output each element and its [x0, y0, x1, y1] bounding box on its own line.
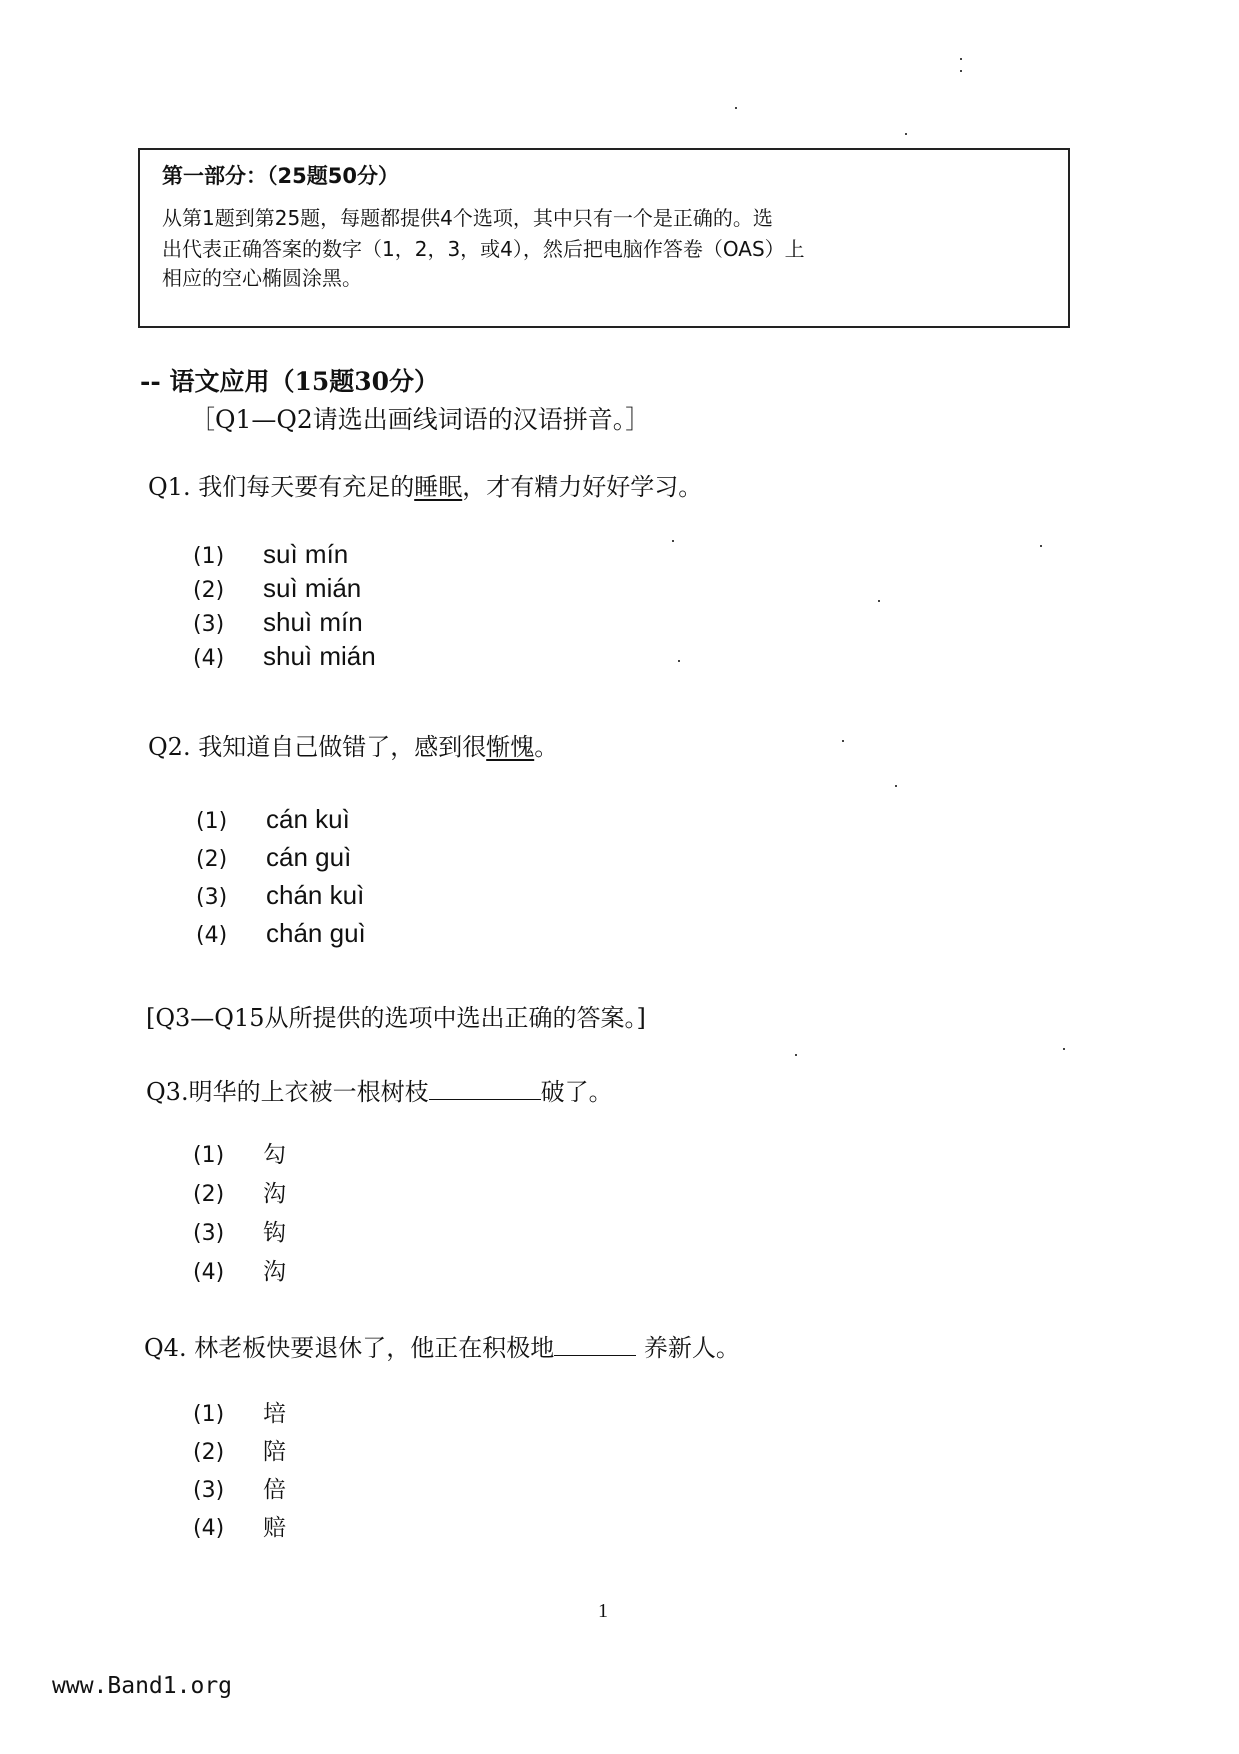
question-3-suffix: 破了。: [540, 1078, 613, 1106]
scan-speck: [795, 1054, 797, 1056]
option-text: 钩: [263, 1220, 286, 1246]
scan-speck: [1040, 545, 1042, 547]
option-text: chán kuì: [266, 880, 365, 910]
section-note-q3-q15: [Q3—Q15从所提供的选项中选出正确的答案。]: [146, 1004, 646, 1032]
question-2-suffix: 。: [534, 733, 559, 761]
question-2-prefix: Q2. 我知道自己做错了，感到很: [148, 733, 487, 761]
scan-speck: [672, 540, 674, 542]
scan-speck: [842, 740, 844, 742]
question-2-option-1[interactable]: [196, 804, 350, 835]
question-4: [144, 1328, 740, 1363]
site-footer: www.Band1.org: [52, 1673, 233, 1699]
option-number: (2): [193, 578, 225, 603]
option-text: 赔: [263, 1515, 286, 1541]
scan-speck: [735, 107, 737, 109]
section-note-q1-q2: ［Q1—Q2请选出画线词语的汉语拼音。］: [190, 405, 651, 434]
option-number: (3): [196, 885, 228, 910]
option-text: 勾: [263, 1142, 286, 1168]
question-2-underlined-word: 惭愧: [486, 733, 535, 761]
question-4-blank: [554, 1354, 636, 1356]
option-text: 沟: [263, 1259, 286, 1285]
instructions-line-2: 出代表正确答案的数字（1，2，3，或4），然后把电脑作答卷（OAS）上: [162, 237, 805, 261]
option-text: suì mián: [263, 573, 362, 603]
scan-speck: [895, 785, 897, 787]
question-2-option-3[interactable]: [196, 880, 364, 911]
option-number: (2): [193, 1182, 225, 1207]
question-4-prefix: Q4. 林老板快要退休了，他正在积极地: [144, 1334, 555, 1362]
question-2-option-2[interactable]: [196, 842, 351, 873]
option-number: (4): [193, 1516, 225, 1541]
instructions-line-1: 从第1题到第25题，每题都提供4个选项，其中只有一个是正确的。选: [162, 206, 773, 230]
option-number: (1): [193, 544, 225, 569]
question-1-option-2[interactable]: [193, 573, 361, 604]
question-4-option-2[interactable]: [193, 1433, 286, 1466]
instructions-header: 第一部分：（25题50分）: [162, 164, 399, 188]
question-1-option-4[interactable]: [193, 641, 376, 672]
scan-speck: [678, 660, 680, 662]
scan-speck: [905, 133, 907, 135]
question-3-option-3[interactable]: [193, 1214, 286, 1247]
question-4-option-4[interactable]: [193, 1509, 286, 1542]
option-text: 陪: [263, 1439, 286, 1465]
option-number: (1): [193, 1143, 225, 1168]
question-1-suffix: ，才有精力好好学习。: [462, 473, 703, 501]
option-text: 倍: [263, 1477, 286, 1503]
question-1-underlined-word: 睡眠: [414, 473, 463, 501]
option-number: (2): [193, 1440, 225, 1465]
scan-speck: [960, 70, 962, 72]
scan-speck: [878, 600, 880, 602]
option-text: shuì mián: [263, 641, 376, 671]
option-number: (3): [193, 1478, 225, 1503]
question-3-option-1[interactable]: [193, 1136, 286, 1169]
question-3-option-2[interactable]: [193, 1175, 286, 1208]
option-number: (1): [196, 809, 228, 834]
question-3-prefix: Q3.明华的上衣被一根树枝: [146, 1078, 429, 1106]
option-number: (3): [193, 1221, 225, 1246]
option-text: cán guì: [266, 842, 352, 872]
section-title: -- 语文应用（15题30分）: [140, 367, 440, 396]
question-4-option-1[interactable]: [193, 1395, 286, 1428]
question-3: [146, 1072, 613, 1107]
option-number: (4): [193, 1260, 225, 1285]
option-text: shuì mín: [263, 607, 363, 637]
question-2-option-4[interactable]: [196, 918, 366, 949]
option-text: cán kuì: [266, 804, 350, 834]
instructions-line-3: 相应的空心椭圆涂黑。: [162, 266, 362, 290]
option-text: chán guì: [266, 918, 366, 948]
scan-speck: [1063, 1048, 1065, 1050]
question-1-option-1[interactable]: [193, 539, 348, 570]
option-number: (1): [193, 1402, 225, 1427]
question-1-option-3[interactable]: [193, 607, 363, 638]
question-2: [148, 727, 558, 762]
question-4-suffix: 养新人。: [636, 1334, 740, 1362]
scan-speck: [960, 58, 962, 60]
question-4-option-3[interactable]: [193, 1471, 286, 1504]
page-number: 1: [598, 1600, 608, 1622]
option-number: (2): [196, 847, 228, 872]
option-text: suì mín: [263, 539, 349, 569]
option-text: 培: [263, 1401, 286, 1427]
question-3-option-4[interactable]: [193, 1253, 286, 1286]
question-1: [148, 467, 702, 502]
question-1-prefix: Q1. 我们每天要有充足的: [148, 473, 415, 501]
option-number: (3): [193, 612, 225, 637]
option-text: 沟: [263, 1181, 286, 1207]
option-number: (4): [196, 923, 228, 948]
option-number: (4): [193, 646, 225, 671]
question-3-blank: [429, 1098, 541, 1100]
